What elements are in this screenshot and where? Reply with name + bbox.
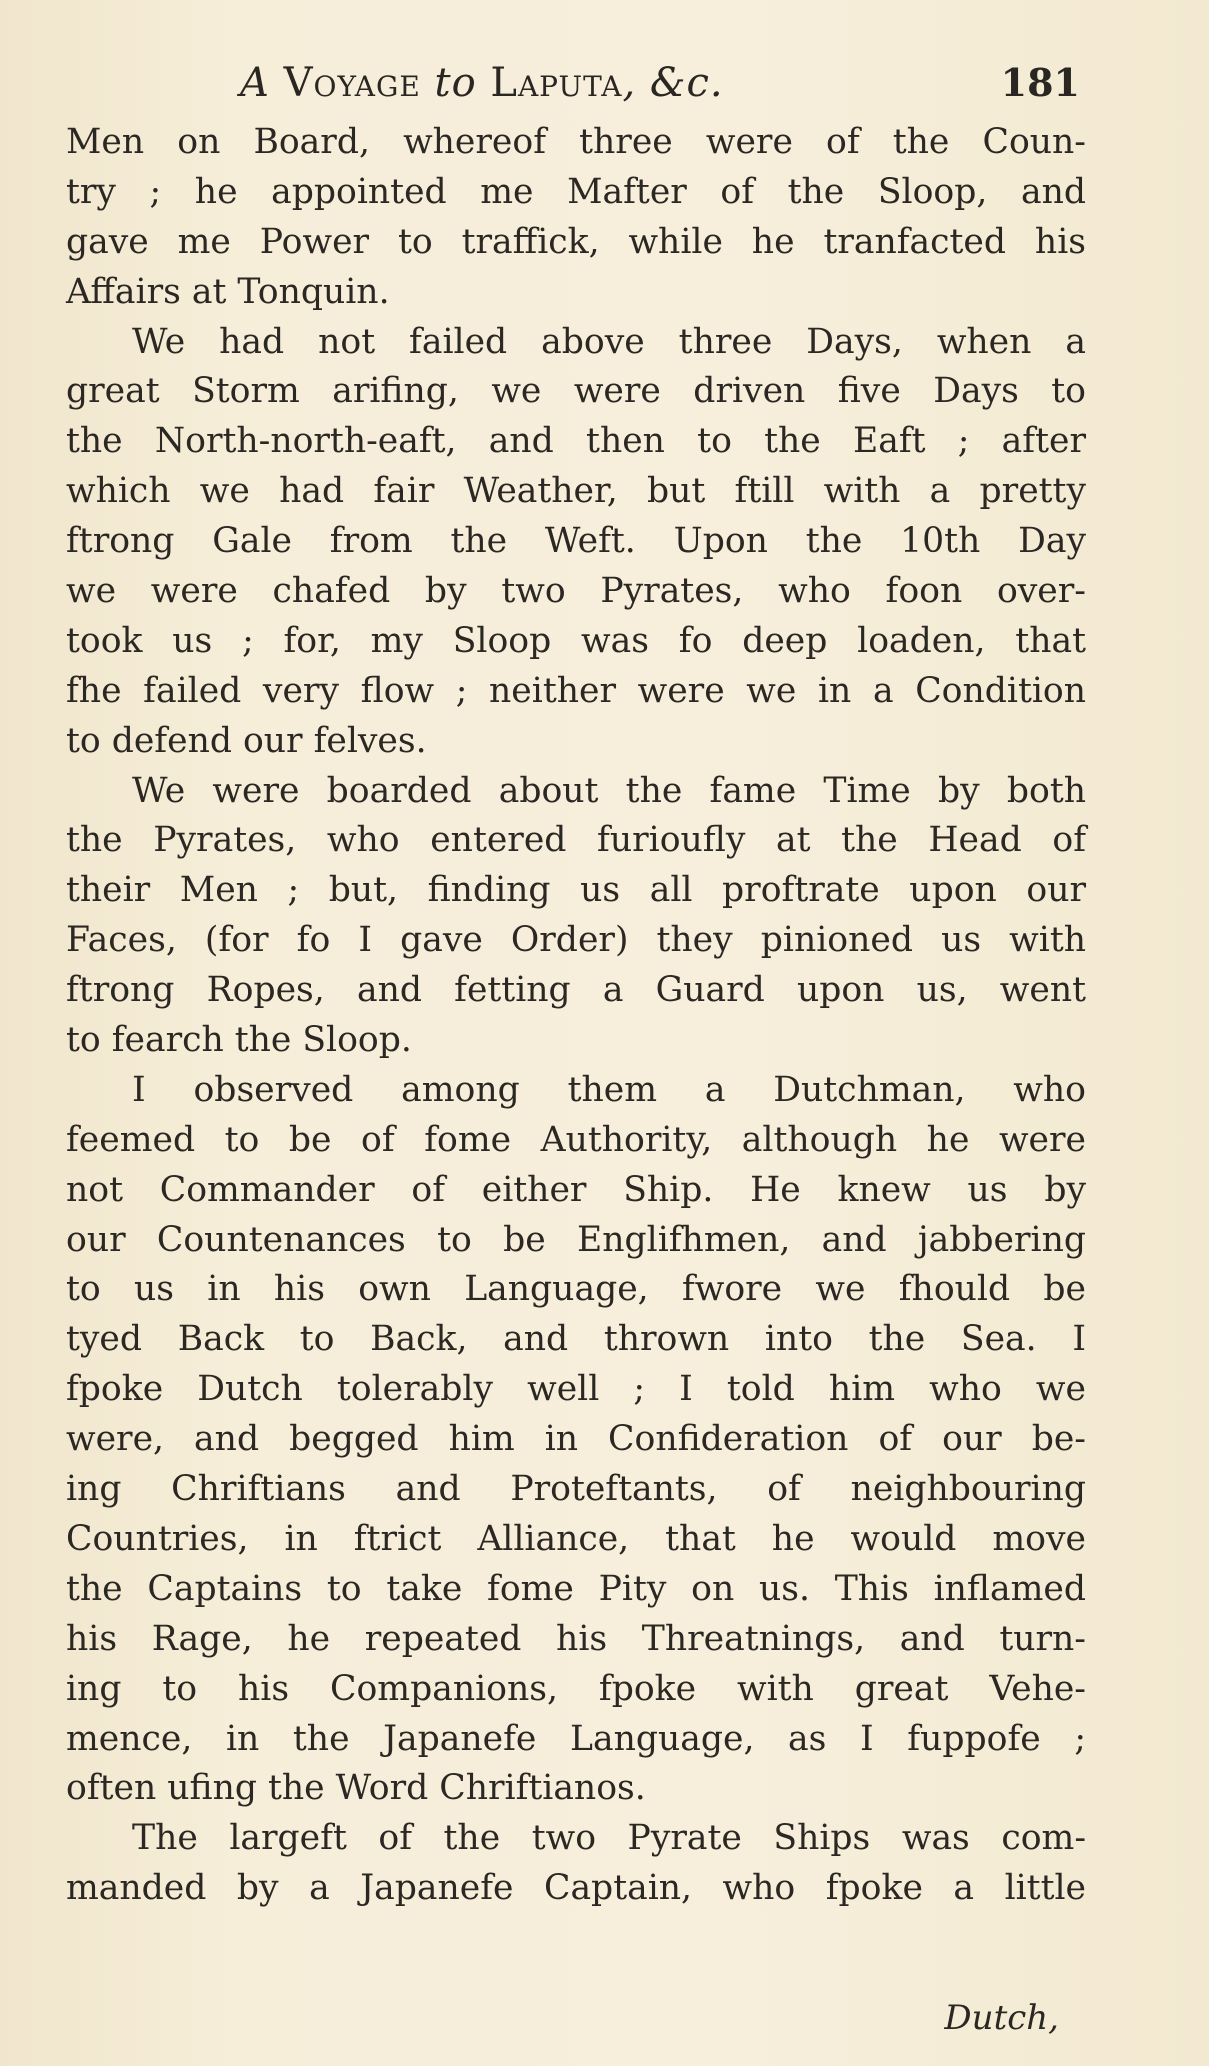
text-line: Men on Board, whereof three were of the Coun- [66, 122, 1086, 162]
text-line: took us ; for, my Sloop was fo deep loaden, that [66, 620, 1086, 661]
text-line: to defend our felves. [66, 720, 427, 761]
text-line: not Commander of either Ship. He knew us by [66, 1169, 1086, 1210]
text-line: fpoke Dutch tolerably well ; I told him who we [66, 1369, 1086, 1410]
text-line: manded by a Japanefe Captain, who fpoke a little [66, 1868, 1086, 1909]
text-line: the Captains to take fome Pity on us. This inflamed [66, 1568, 1086, 1609]
text-line: his Rage, he repeated his Threatnings, and turn- [66, 1618, 1086, 1659]
running-head-laputa: Laputa [490, 60, 623, 106]
page-number: 181 [1000, 60, 1080, 105]
text-line: ftrong Ropes, and fetting a Guard upon us, went [66, 970, 1086, 1011]
text-line: mence, in the Japanefe Language, as I fuppofe ; [66, 1718, 1086, 1759]
text-line: ftrong Gale from the Weft. Upon the 10th Day [66, 521, 1086, 562]
running-head-etc: , &c. [622, 60, 724, 106]
text-line: their Men ; but, finding us all proftrate upon our [66, 870, 1086, 911]
text-line: Countries, in ftrict Alliance, that he would move [66, 1518, 1086, 1559]
text-line: ing to his Companions, fpoke with great Vehe- [66, 1668, 1086, 1709]
text-line: fhe failed very flow ; neither were we in a Condition [66, 670, 1086, 711]
text-line: the North-north-eaft, and then to the Eaft ; after [66, 421, 1086, 462]
text-line: We had not failed above three Days, when a [132, 321, 1086, 362]
running-head-voyage: Voyage [283, 60, 421, 106]
text-line: gave me Power to traffick, while he tranfacted his [66, 221, 1086, 262]
text-line: to fearch the Sloop. [66, 1020, 412, 1061]
text-line: tyed Back to Back, and thrown into the Sea. I [66, 1319, 1086, 1360]
text-line: our Countenances to be Englifhmen, and jabbering [66, 1219, 1086, 1260]
text-line: which we had fair Weather, but ftill with a pretty [66, 471, 1086, 512]
text-line: ing Chriftians and Proteftants, of neighbouring [66, 1469, 1086, 1510]
text-line: often ufing the Word Chriftianos. [66, 1768, 646, 1809]
text-line: feemed to be of fome Authority, although he were [66, 1119, 1086, 1160]
text-line: to us in his own Language, fwore we fhould be [66, 1269, 1086, 1310]
catchword: Dutch, [944, 1998, 1059, 2038]
text-line: Faces, (for fo I gave Order) they pinioned us with [66, 920, 1086, 961]
text-line: the Pyrates, who entered furioufly at the Head of [66, 820, 1086, 861]
text-line: try ; he appointed me Mafter of the Sloop, and [66, 171, 1086, 212]
text-line: Affairs at Tonquin. [66, 271, 390, 312]
text-line: we were chafed by two Pyrates, who foon over- [66, 571, 1086, 612]
text-line: great Storm arifing, we were driven five Days to [66, 371, 1086, 412]
text-line: We were boarded about the fame Time by both [132, 770, 1086, 811]
page-header [240, 60, 1100, 120]
running-head-article: A [240, 60, 270, 106]
text-line: were, and begged him in Confideration of our be- [66, 1419, 1086, 1460]
running-head-to: to [434, 60, 477, 106]
text-line: I observed among them a Dutchman, who [132, 1069, 1086, 1110]
text-line: The largeft of the two Pyrate Ships was com- [132, 1818, 1086, 1859]
body-text [66, 118, 1086, 1914]
running-head [240, 60, 724, 106]
